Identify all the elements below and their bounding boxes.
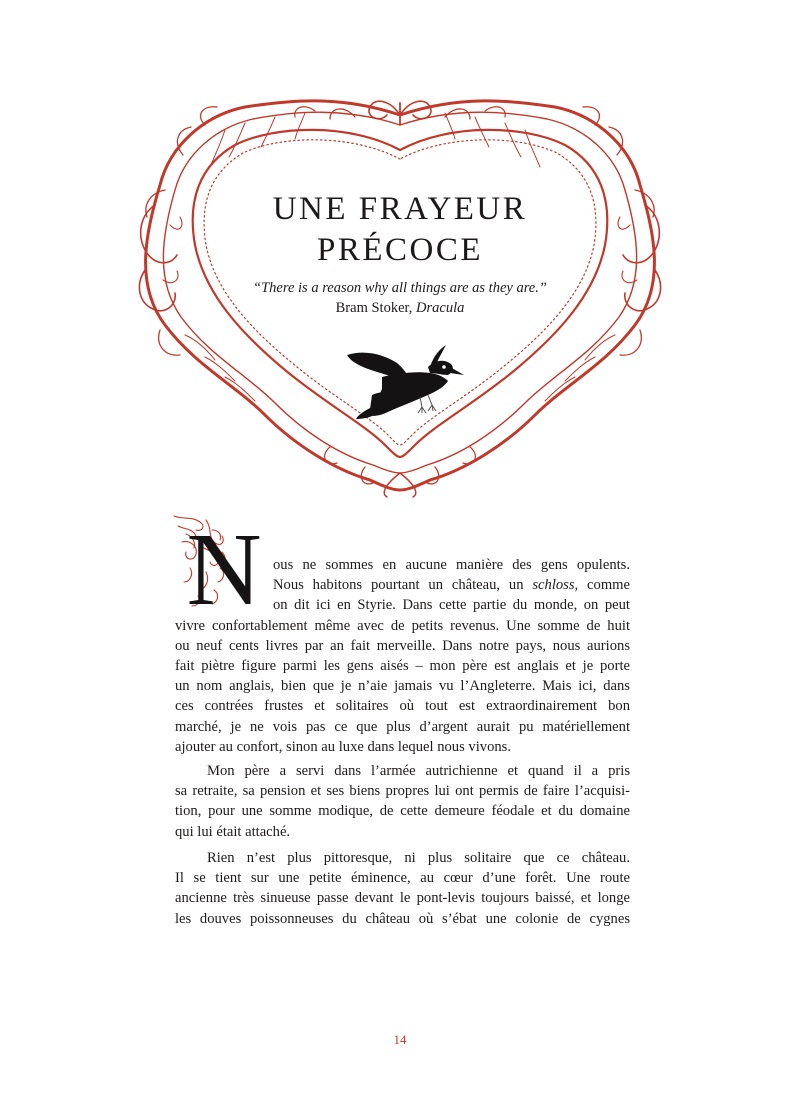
text-line: ancienne très sinueuse passe devant le pont-levis toujours baissé, et longe bbox=[175, 890, 630, 907]
text-line: fait piètre figure parmi les gens aisés – mon père est anglais et je porte bbox=[175, 657, 630, 674]
text-line: Il se tient sur une petite éminence, au cœur d’une forêt. Une route bbox=[175, 870, 630, 887]
text-line: tion, pour une somme modique, de cette demeure féodale et du domaine bbox=[175, 803, 630, 820]
text-line: vivre confortablement même avec de petits revenus. Une somme de huit bbox=[175, 617, 630, 634]
text-line: ces contrées frustes et solitaires où tout est extraordinairement bon bbox=[175, 698, 630, 715]
chapter-title-line2: PRÉCOCE bbox=[316, 232, 484, 268]
text-line: les douves poissonneuses du château où s’ébat une colonie de cygnes bbox=[175, 910, 630, 927]
epigraph-quote: “There is a reason why all things are as they are.” bbox=[253, 280, 547, 296]
epigraph-work: Dracula bbox=[416, 300, 465, 316]
paragraph-2 bbox=[175, 761, 630, 842]
text-line: on dit ici en Styrie. Dans cette partie du monde, on peut bbox=[273, 597, 630, 614]
text-line: ou neuf cents livres par an fait merveille. Dans notre pays, nous aurions bbox=[175, 637, 630, 654]
emphasis: schloss bbox=[532, 577, 575, 594]
text-line: ajouter au confort, sinon au luxe dans lequel nous vivons. bbox=[175, 738, 511, 755]
epigraph-attribution bbox=[200, 298, 600, 318]
text-line: marché, je ne vois pas ce que plus d’argent aurait pu matériellement bbox=[175, 718, 630, 735]
paragraph-1 bbox=[175, 555, 630, 757]
dropcap-letter: N bbox=[186, 512, 262, 612]
text-line: sa retraite, sa pension et ses biens propres lui ont permis de faire l’acquisi- bbox=[175, 783, 630, 800]
epigraph-author: Bram Stoker, bbox=[335, 300, 417, 316]
text-line: un nom anglais, bien que je n’aie jamais vu l’Angleterre. Mais ici, dans bbox=[175, 678, 630, 695]
text-line: Rien n’est plus pittoresque, ni plus solitaire que ce château. bbox=[207, 850, 630, 866]
raven-icon bbox=[342, 345, 467, 427]
text-line: Mon père a servi dans l’armée autrichienne et quand il a pris bbox=[207, 763, 630, 779]
text-line: qui lui était attaché. bbox=[175, 823, 291, 840]
text-line: Nous habitons pourtant un château, un schloss, comme bbox=[273, 577, 630, 594]
text-line: ous ne sommes en aucune manière des gens opulents. bbox=[273, 557, 630, 573]
page-number: 14 bbox=[393, 1032, 407, 1047]
paragraph-3 bbox=[175, 848, 630, 929]
chapter-title-line1: UNE FRAYEUR bbox=[272, 191, 528, 227]
